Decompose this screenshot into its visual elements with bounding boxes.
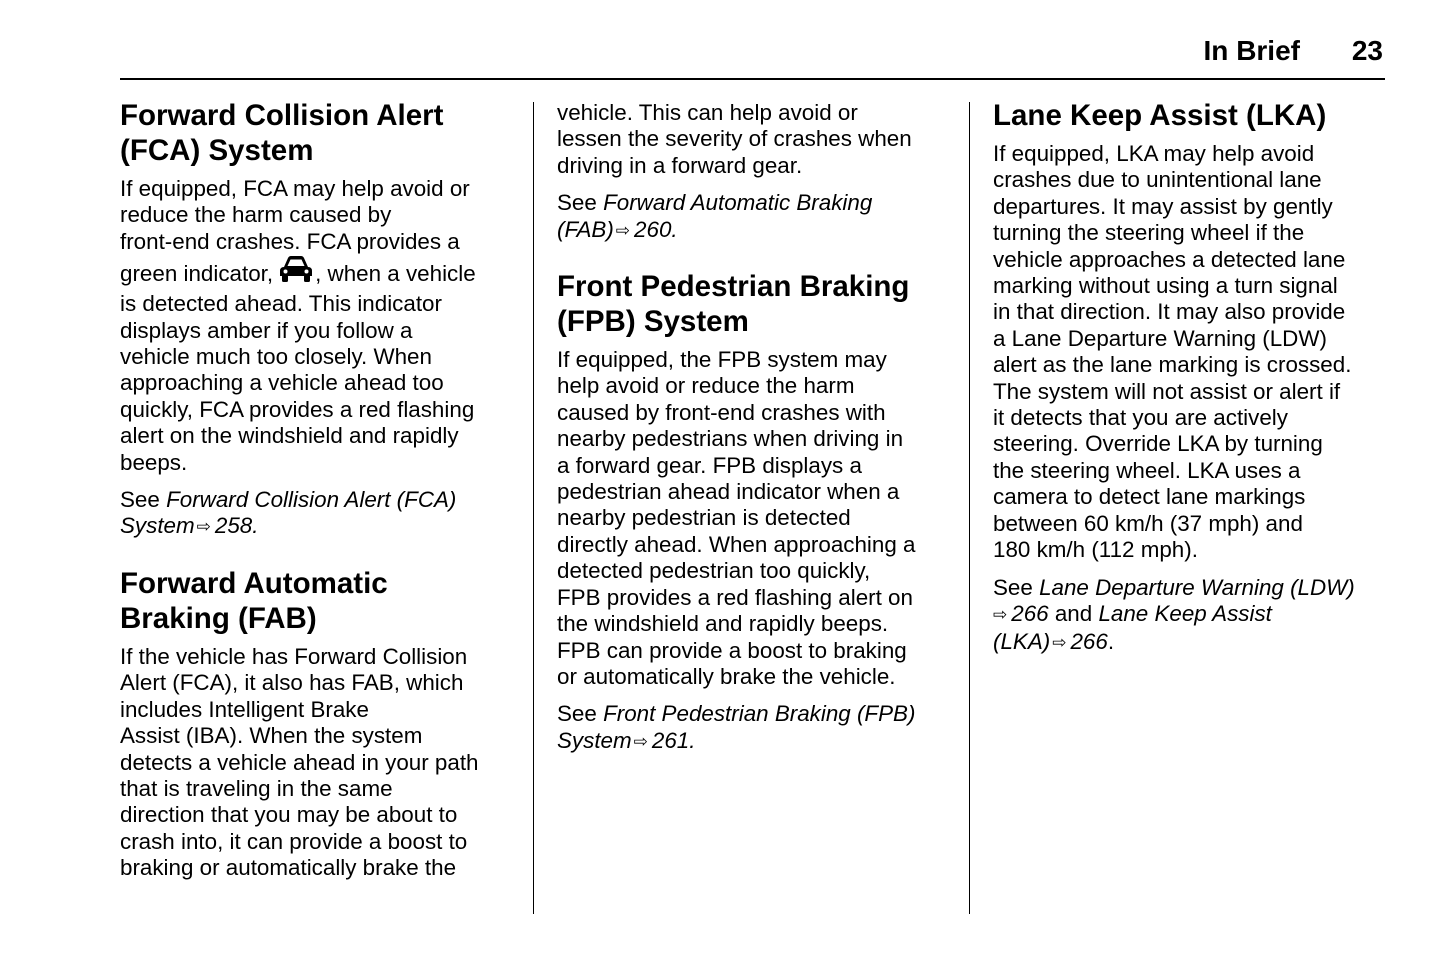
vehicle-ahead-icon xyxy=(278,255,314,285)
lka-body xyxy=(993,141,1393,564)
fab-heading-line: Forward Automatic xyxy=(120,566,388,600)
fca-heading-line: (FCA) System xyxy=(120,134,314,167)
fca-body-line: is detected ahead. This indicator xyxy=(120,291,442,317)
lka-body-line: turning the steering wheel if the xyxy=(993,220,1305,246)
fab-body-line: direction that you may be about to xyxy=(120,802,458,828)
fca-body-line: approaching a vehicle ahead too xyxy=(120,370,444,396)
page-header xyxy=(120,30,1385,78)
lka-heading xyxy=(993,98,1393,133)
lka-body-line: camera to detect lane markings xyxy=(993,484,1306,510)
fpb-body-line: or automatically brake the vehicle. xyxy=(557,663,896,689)
fab-body-line: detects a vehicle ahead in your path xyxy=(120,749,479,775)
cross-reference-link[interactable]: Forward Collision Alert (FCA) xyxy=(166,487,457,513)
lka-body-line: it detects that you are actively xyxy=(993,405,1288,431)
page-reference-arrow-icon: ⇨ xyxy=(633,731,648,751)
fab-body xyxy=(120,644,520,882)
lka-body-line: marking without using a turn signal xyxy=(993,273,1338,299)
punctuation: . xyxy=(252,513,259,539)
lka-body-line: between 60 km/h (37 mph) and xyxy=(993,510,1303,536)
section-title: In Brief xyxy=(1203,35,1300,66)
page-reference[interactable]: 258 xyxy=(214,513,253,539)
fca-see-reference xyxy=(120,487,520,542)
lka-body-line: steering. Override LKA by turning xyxy=(993,431,1323,457)
lka-body-line: vehicle approaches a detected lane xyxy=(993,246,1346,272)
fpb-body-line: pedestrian ahead indicator when a xyxy=(557,479,900,505)
fab-see-reference xyxy=(557,190,957,245)
cross-reference-link[interactable]: Lane Keep Assist xyxy=(1098,600,1272,626)
fca-indicator-line xyxy=(120,255,520,291)
page-reference[interactable]: 260 xyxy=(634,216,672,242)
lka-body-line: departures. It may assist by gently xyxy=(993,193,1333,219)
fpb-body-line: caused by front-end crashes with xyxy=(557,399,886,425)
cross-reference-link[interactable]: Lane Departure Warning (LDW) xyxy=(1039,574,1355,600)
header-rule xyxy=(120,78,1385,80)
page-number: 23 xyxy=(1351,35,1383,66)
fab-body-continued xyxy=(557,100,957,179)
fpb-see-reference xyxy=(557,701,957,756)
fpb-heading-line: Front Pedestrian Braking xyxy=(557,270,910,304)
fpb-heading-line: (FPB) System xyxy=(557,305,749,339)
column-divider-1 xyxy=(533,102,534,914)
lka-body-line: 180 km/h (112 mph). xyxy=(993,537,1198,563)
fab-heading xyxy=(120,566,520,636)
fpb-body xyxy=(557,347,957,690)
lka-body-line: alert as the lane marking is crossed. xyxy=(993,352,1352,378)
fca-body-fragment: , when a vehicle xyxy=(315,261,476,287)
punctuation: . xyxy=(671,216,678,242)
fpb-body-line: help avoid or reduce the harm xyxy=(557,373,855,399)
fpb-body-line: nearby pedestrians when driving in xyxy=(557,426,904,452)
fca-body-line: beeps. xyxy=(120,449,188,475)
fab-body-line: includes Intelligent Brake xyxy=(120,696,369,722)
punctuation: . xyxy=(1107,629,1115,655)
page-reference[interactable]: 266 xyxy=(1070,629,1108,655)
fca-body-fragment: green indicator, xyxy=(120,261,274,287)
fab-body-line: braking or automatically brake the xyxy=(120,855,457,881)
page-reference-arrow-icon: ⇨ xyxy=(615,220,631,240)
see-label: See xyxy=(557,701,597,727)
fab-body-line: Alert (FCA), it also has FAB, which xyxy=(120,670,464,696)
fab-body-line: driving in a forward gear. xyxy=(557,152,803,178)
fab-body-line: vehicle. This can help avoid or xyxy=(557,100,858,125)
fca-body-line: vehicle much too closely. When xyxy=(120,344,432,370)
see-label: See xyxy=(120,487,160,513)
fca-body-line: quickly, FCA provides a red flashing xyxy=(120,396,475,422)
page-reference[interactable]: 261 xyxy=(651,727,690,753)
lka-body-line: the steering wheel. LKA uses a xyxy=(993,457,1301,483)
fpb-body-line: FPB can provide a boost to braking xyxy=(557,637,907,663)
fab-heading-line: Braking (FAB) xyxy=(120,601,317,635)
fca-body-line: reduce the harm caused by xyxy=(120,202,392,228)
fpb-body-line: a forward gear. FPB displays a xyxy=(557,452,862,478)
cross-reference-link[interactable]: System xyxy=(557,727,632,753)
fpb-body-line: directly ahead. When approaching a xyxy=(557,531,916,557)
fpb-body-line: If equipped, the FPB system may xyxy=(557,347,887,373)
fpb-heading xyxy=(557,269,957,339)
lka-body-line: The system will not assist or alert if xyxy=(993,378,1341,404)
cross-reference-link[interactable]: System xyxy=(120,513,195,539)
see-label: See xyxy=(993,574,1033,600)
fab-body-line: If the vehicle has Forward Collision xyxy=(120,643,468,669)
fca-heading-line: Forward Collision Alert xyxy=(120,99,444,132)
fpb-body-line: FPB provides a red flashing alert on xyxy=(557,584,913,610)
fca-body-line: If equipped, FCA may help avoid or xyxy=(120,176,470,201)
fab-body-line: crash into, it can provide a boost to xyxy=(120,828,468,854)
lka-body-line: in that direction. It may also provide xyxy=(993,299,1346,325)
lka-body-line: crashes due to unintentional lane xyxy=(993,167,1322,193)
lka-see-reference xyxy=(993,575,1393,658)
fab-body-line: lessen the severity of crashes when xyxy=(557,126,912,152)
column-divider-2 xyxy=(969,102,970,914)
see-label: See xyxy=(557,190,597,216)
fpb-body-line: the windshield and rapidly beeps. xyxy=(557,611,889,637)
fab-body-line: Assist (IBA). When the system xyxy=(120,723,423,749)
cross-reference-link[interactable]: Forward Automatic Braking xyxy=(603,190,873,216)
page-reference-arrow-icon: ⇨ xyxy=(993,604,1008,624)
lka-body-line: a Lane Departure Warning (LDW) xyxy=(993,325,1327,351)
cross-reference-link[interactable]: (LKA) xyxy=(993,629,1051,655)
fca-body-line: front-end crashes. FCA provides a xyxy=(120,228,460,254)
punctuation: . xyxy=(689,727,696,753)
cross-reference-link[interactable]: Front Pedestrian Braking (FPB) xyxy=(603,701,916,727)
page-reference-arrow-icon: ⇨ xyxy=(1052,633,1067,653)
page-reference-arrow-icon: ⇨ xyxy=(196,517,211,537)
fpb-body-line: detected pedestrian too quickly, xyxy=(557,558,871,584)
conjunction: and xyxy=(1054,600,1093,626)
fca-body-line: displays amber if you follow a xyxy=(120,317,413,343)
page-reference[interactable]: 266 xyxy=(1011,600,1049,626)
fpb-body-line: nearby pedestrian is detected xyxy=(557,505,851,531)
cross-reference-link[interactable]: (FAB) xyxy=(557,216,614,242)
fca-heading xyxy=(120,98,520,168)
fca-body xyxy=(120,176,520,476)
lka-body-line: If equipped, LKA may help avoid xyxy=(993,141,1315,166)
fca-body-line: alert on the windshield and rapidly xyxy=(120,423,459,449)
column-1 xyxy=(120,98,520,882)
fab-body-line: that is traveling in the same xyxy=(120,775,393,801)
lka-heading-line: Lane Keep Assist (LKA) xyxy=(993,99,1327,132)
column-2 xyxy=(557,100,957,756)
column-3 xyxy=(993,98,1393,658)
